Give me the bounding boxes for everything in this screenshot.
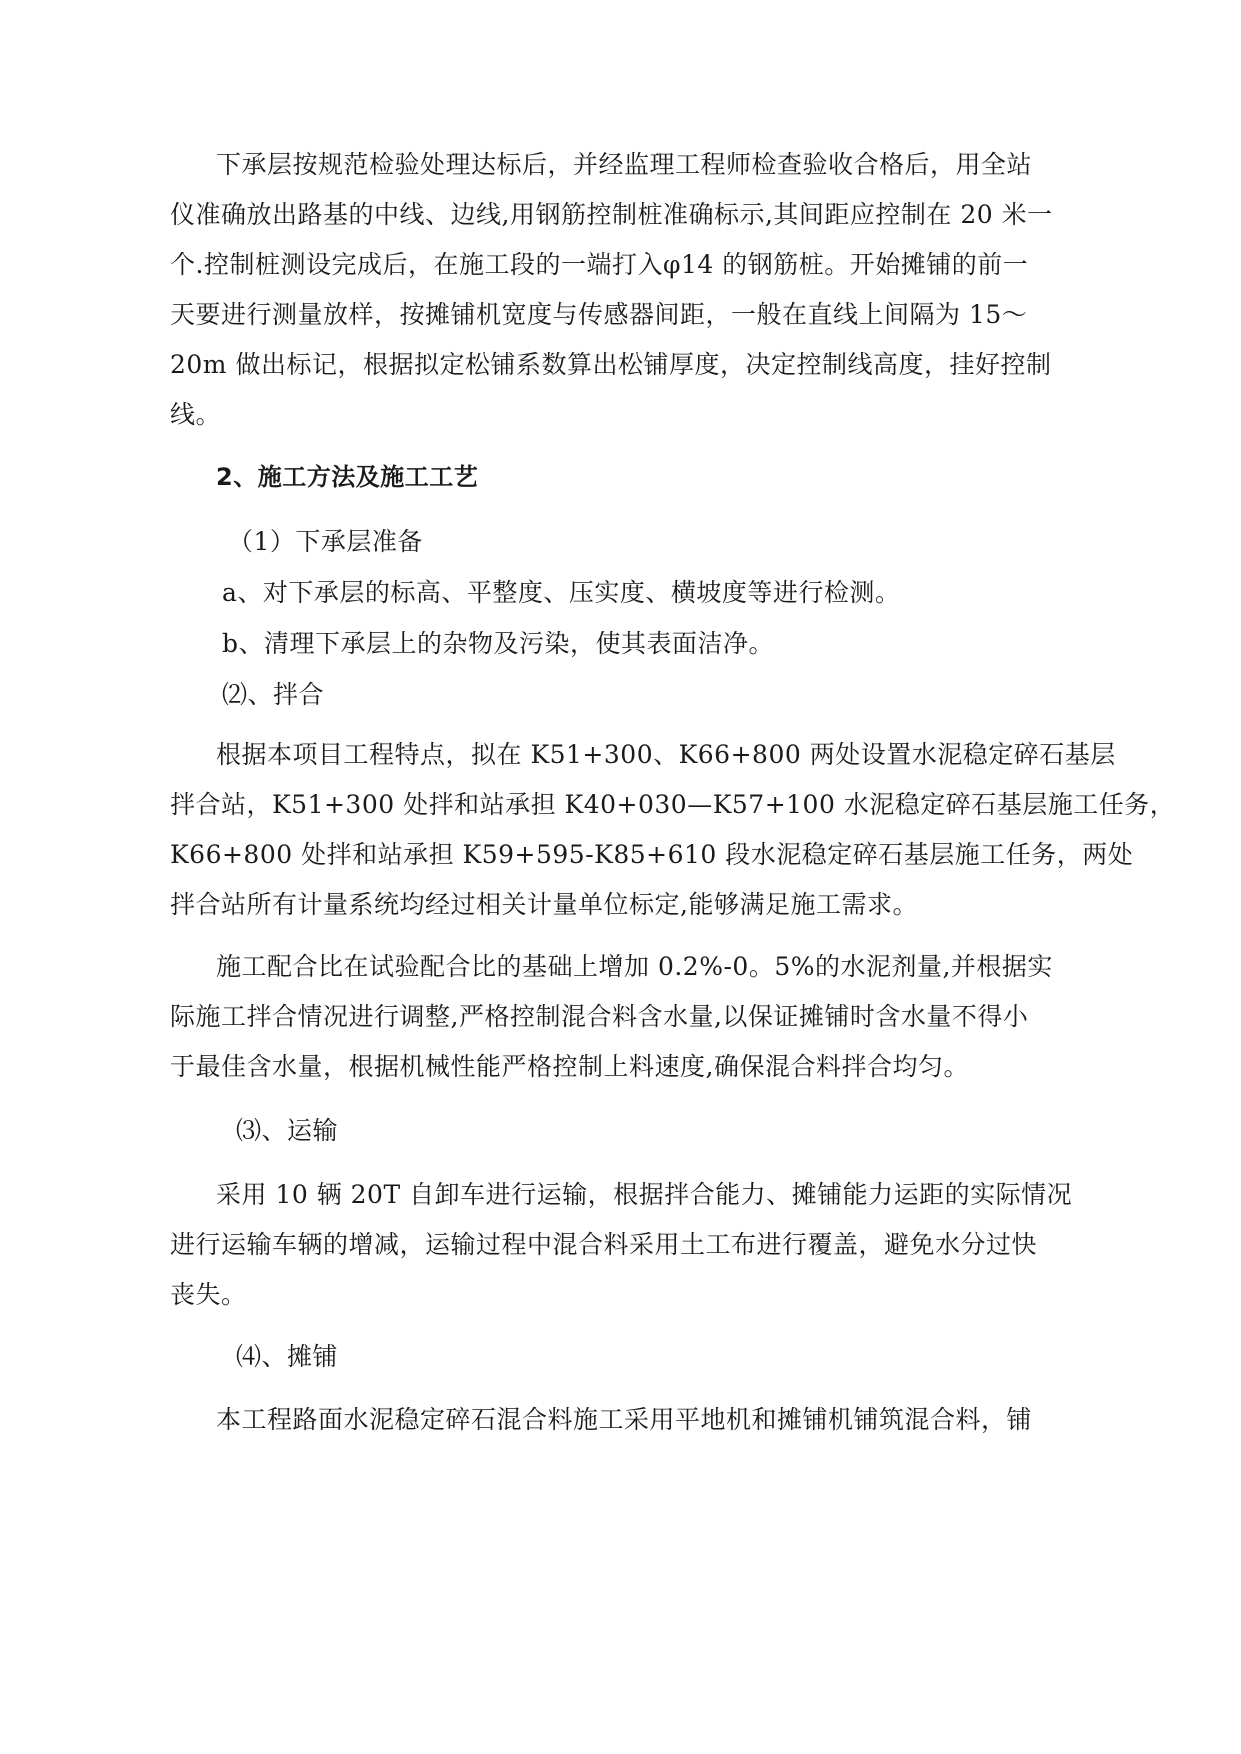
paragraph-2-line-4: 拌合站所有计量系统均经过相关计量单位标定,能够满足施工需求。: [170, 890, 918, 919]
paragraph-3-line-2: 际施工拌合情况进行调整,严格控制混合料含水量,以保证摊铺时含水量不得小: [170, 1002, 1029, 1031]
subheading-4: ⑷、摊铺: [236, 1342, 339, 1371]
list-item-b: b、清理下承层上的杂物及污染，使其表面洁净。: [222, 629, 775, 658]
paragraph-3-line-3: 于最佳含水量，根据机械性能严格控制上料速度,确保混合料拌合均匀。: [170, 1052, 969, 1081]
paragraph-2-line-3: K66+800 处拌和站承担 K59+595-K85+610 段水泥稳定碎石基层施工任务，两处: [170, 840, 1134, 869]
paragraph-1-line-2: 仪准确放出路基的中线、边线,用钢筋控制桩准确标示,其间距应控制在 20 米一: [170, 200, 1053, 229]
paragraph-4-line-1: 采用 10 辆 20T 自卸车进行运输，根据拌合能力、摊铺能力运距的实际情况: [216, 1180, 1073, 1209]
paragraph-1-line-5: 20m 做出标记，根据拟定松铺系数算出松铺厚度，决定控制线高度，挂好控制: [170, 350, 1052, 379]
paragraph-2-line-2: 拌合站，K51+300 处拌和站承担 K40+030—K57+100 水泥稳定碎石基层施工任务，: [170, 790, 1176, 819]
paragraph-1-line-3: 个.控制桩测设完成后，在施工段的一端打入φ14 的钢筋桩。开始摊铺的前一: [170, 250, 1029, 279]
paragraph-4-line-3: 丧失。: [170, 1280, 247, 1309]
subheading-3: ⑶、运输: [236, 1116, 339, 1145]
paragraph-2-line-1: 根据本项目工程特点，拟在 K51+300、K66+800 两处设置水泥稳定碎石基层: [216, 740, 1116, 769]
list-item-a: a、对下承层的标高、平整度、压实度、横坡度等进行检测。: [222, 578, 901, 607]
paragraph-5-line-1: 本工程路面水泥稳定碎石混合料施工采用平地机和摊铺机铺筑混合料，铺: [216, 1405, 1033, 1434]
paragraph-1-line-6: 线。: [170, 400, 222, 429]
paragraph-3-line-1: 施工配合比在试验配合比的基础上增加 0.2%-0。5%的水泥剂量,并根据实: [216, 952, 1053, 981]
section-heading: 2、施工方法及施工工艺: [216, 463, 479, 491]
subheading-2: ⑵、拌合: [222, 680, 325, 709]
paragraph-1-line-1: 下承层按规范检验处理达标后，并经监理工程师检查验收合格后，用全站: [216, 150, 1033, 179]
paragraph-4-line-2: 进行运输车辆的增减，运输过程中混合料采用土工布进行覆盖，避免水分过快: [170, 1230, 1038, 1259]
subheading-1: （1）下承层准备: [228, 527, 423, 556]
paragraph-1-line-4: 天要进行测量放样，按摊铺机宽度与传感器间距，一般在直线上间隔为 15～: [170, 300, 1028, 329]
